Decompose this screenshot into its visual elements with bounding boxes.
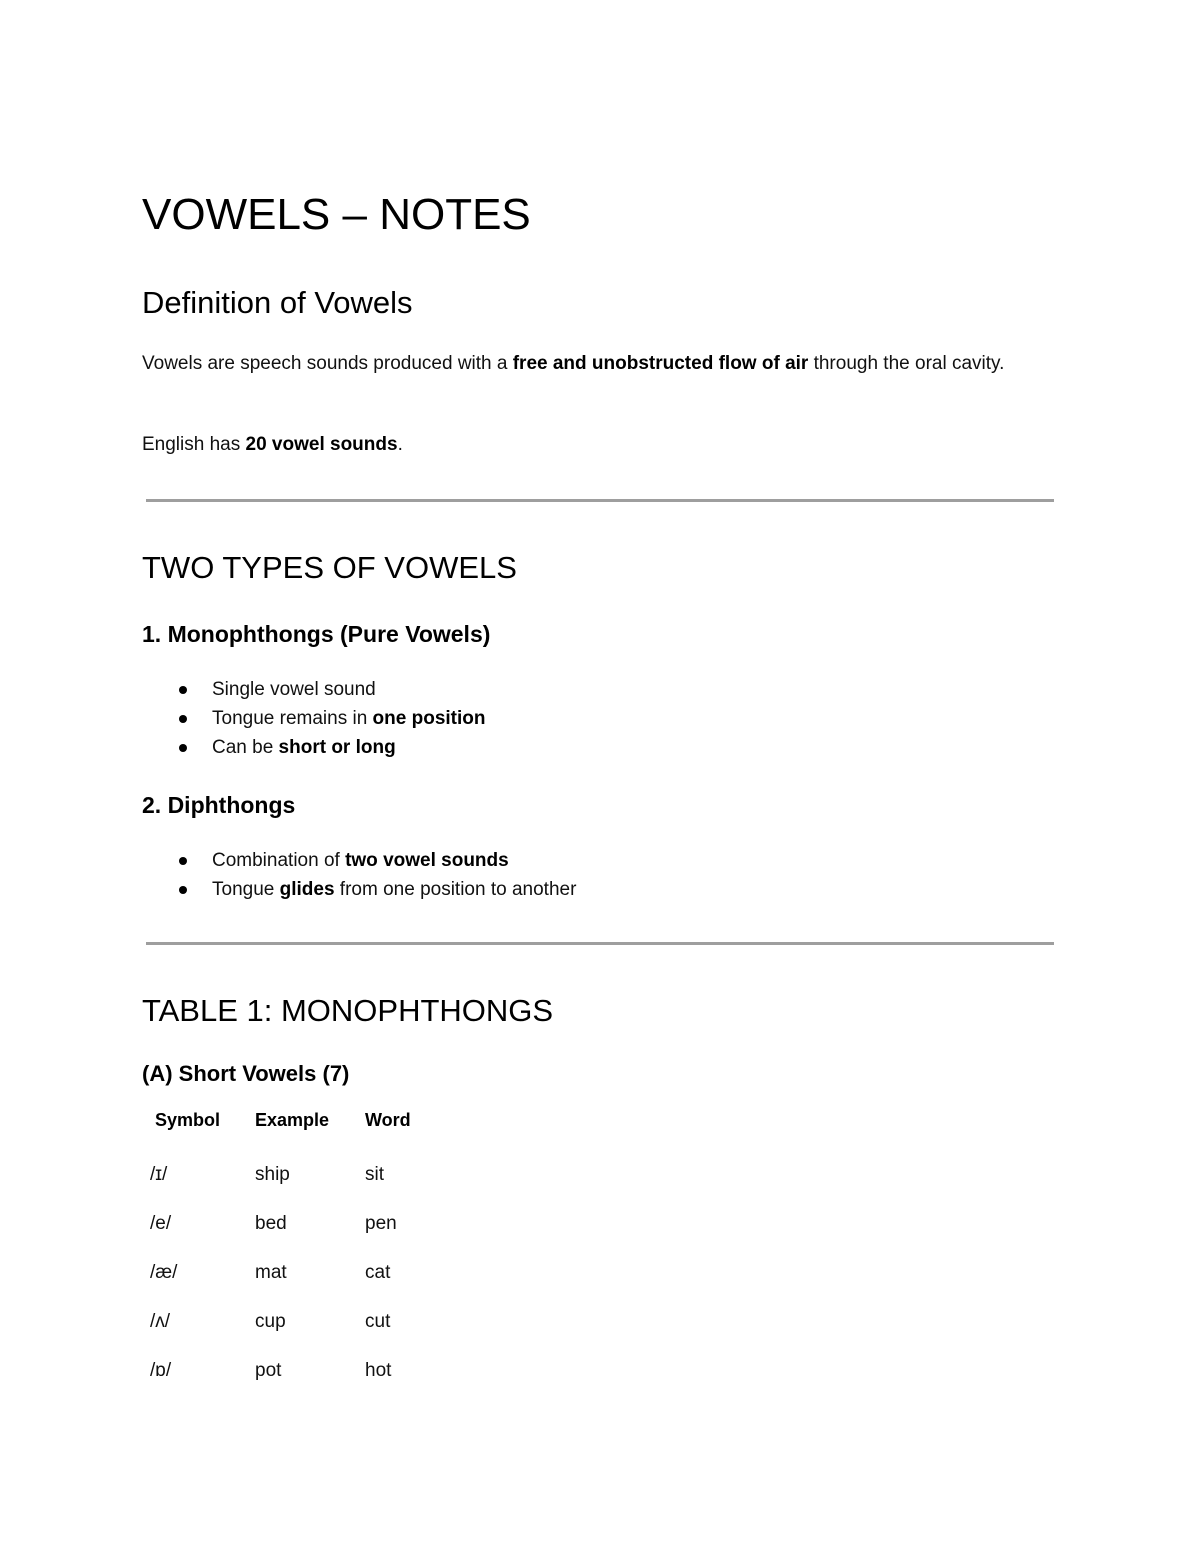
word-cell: sit [365,1163,384,1185]
list-item [142,675,485,704]
horizontal-divider [146,942,1054,945]
column-header-symbol: Symbol [155,1109,221,1130]
symbol-cell: /ʌ/ [150,1310,171,1332]
word-cell: hot [365,1359,392,1381]
symbol-cell: /ɪ/ [150,1163,168,1185]
list-item-text-post: from one position to another [334,879,577,900]
short-vowels-table [150,1104,445,1395]
bullet-icon [179,857,187,865]
symbol-cell: /e/ [150,1212,172,1234]
vowel-count-paragraph [142,431,403,459]
example-cell: pot [255,1359,282,1381]
definition-heading: Definition of Vowels [142,285,413,320]
bullet-icon [179,715,187,723]
word-cell: cat [365,1261,391,1283]
definition-text-post: through the oral cavity. [808,353,1005,374]
list-item-bold: glides [279,879,335,900]
table-row [150,1199,445,1248]
word-cell: cut [365,1310,391,1332]
list-item-text: Tongue [212,879,280,900]
list-item-bold: short or long [278,737,396,758]
diphthongs-list [142,846,576,904]
word-cell: pen [365,1212,397,1234]
table-header-row [150,1104,445,1136]
bullet-icon [179,686,187,694]
diphthongs-heading: 2. Diphthongs [142,792,296,818]
column-header-word: Word [365,1109,411,1130]
table-row [150,1346,445,1395]
vowel-count-pre: English has [142,434,246,455]
list-item [142,846,576,875]
page-title: VOWELS – NOTES [142,190,531,239]
example-cell: bed [255,1212,287,1234]
monophthongs-list [142,675,485,762]
types-heading: TWO TYPES OF VOWELS [142,550,517,585]
symbol-cell: /æ/ [150,1261,178,1283]
list-item [142,733,485,762]
vowel-count-bold: 20 vowel sounds [245,434,398,455]
definition-paragraph [142,350,1062,378]
list-item-bold: one position [372,708,486,729]
column-header-example: Example [255,1109,330,1130]
table-row [150,1136,445,1199]
bullet-icon [179,744,187,752]
short-vowels-heading: (A) Short Vowels (7) [142,1061,350,1086]
table1-heading: TABLE 1: MONOPHTHONGS [142,993,554,1028]
horizontal-divider [146,499,1054,502]
table-row [150,1297,445,1346]
table-row [150,1248,445,1297]
example-cell: mat [255,1261,287,1283]
list-item-text: Combination of [212,850,346,871]
definition-text-pre: Vowels are speech sounds produced with a [142,353,513,374]
vowel-count-post: . [397,434,403,455]
definition-text-bold: free and unobstructed flow of air [512,353,809,374]
example-cell: ship [255,1163,290,1185]
list-item [142,704,485,733]
list-item-bold: two vowel sounds [345,850,509,871]
monophthongs-heading: 1. Monophthongs (Pure Vowels) [142,621,491,647]
bullet-icon [179,886,187,894]
list-item-text: Tongue remains in [212,708,373,729]
example-cell: cup [255,1310,286,1332]
list-item-text: Single vowel sound [212,679,376,700]
list-item [142,875,576,904]
symbol-cell: /ɒ/ [150,1359,172,1381]
list-item-text: Can be [212,737,279,758]
